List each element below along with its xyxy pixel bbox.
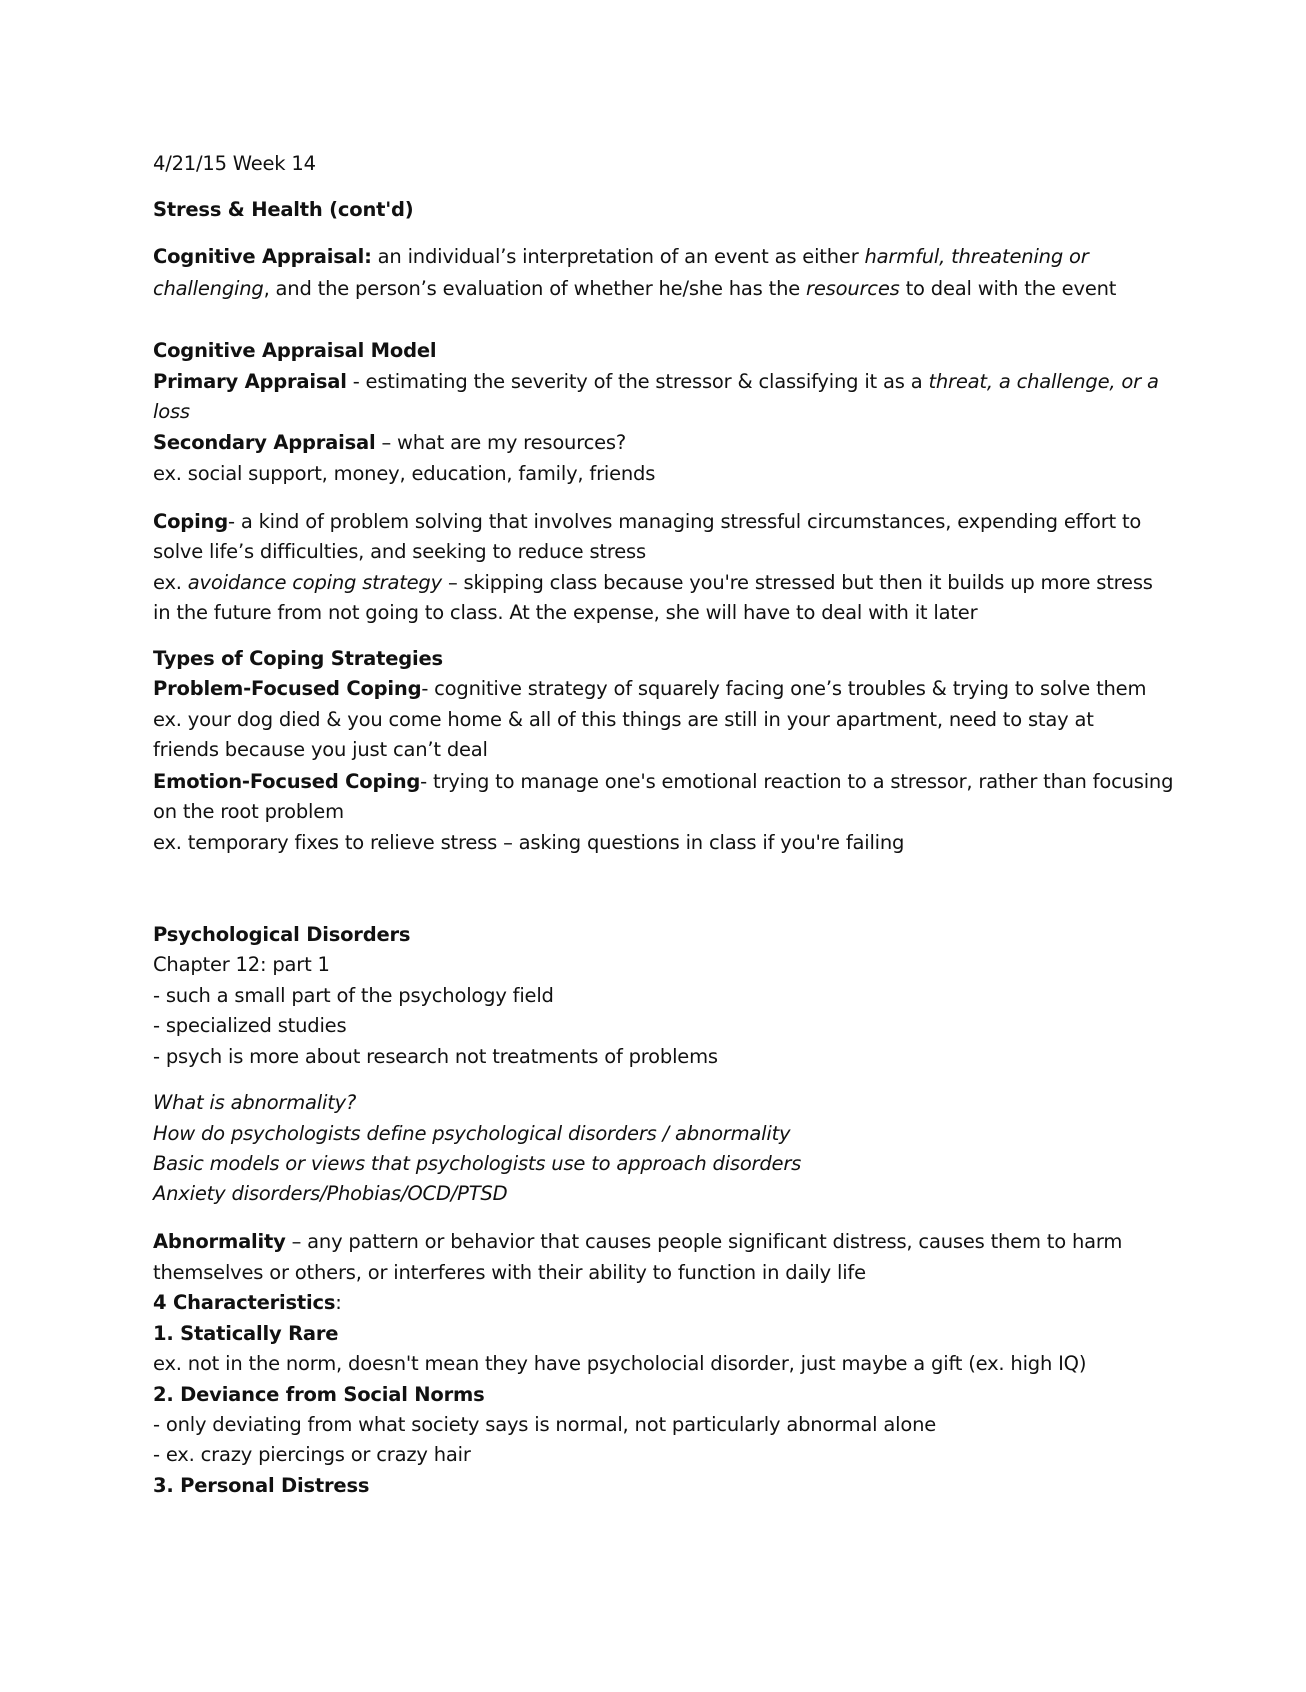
coping-line-3: ex. avoidance coping strategy – skipping class because you're stressed but then it builds up more stress xyxy=(153,571,1153,594)
emotion-focused-example: ex. temporary fixes to relieve stress – asking questions in class if you're failing xyxy=(153,831,905,854)
secondary-appraisal-line: Secondary Appraisal – what are my resources? xyxy=(153,431,627,454)
problem-focused-example-2: friends because you just can’t deal xyxy=(153,738,488,761)
bullet-item: - such a small part of the psychology field xyxy=(153,984,554,1007)
characteristic-2-bullet-2: - ex. crazy piercings or crazy hair xyxy=(153,1443,471,1466)
model-title: Cognitive Appraisal Model xyxy=(153,339,437,362)
characteristic-1: 1. Statically Rare xyxy=(153,1322,339,1345)
emotion-focused-line-2: on the root problem xyxy=(153,800,344,823)
coping-line-4: in the future from not going to class. At the expense, she will have to deal with it later xyxy=(153,601,978,624)
chapter-line: Chapter 12: part 1 xyxy=(153,953,330,976)
bullet-item: - psych is more about research not treatments of problems xyxy=(153,1045,718,1068)
emotion-focused-line: Emotion-Focused Coping- trying to manage one's emotional reaction to a stressor, rather than focusing xyxy=(153,770,1174,793)
abnormality-line-1: Abnormality – any pattern or behavior that causes people significant distress, causes them to harm xyxy=(153,1230,1123,1253)
characteristic-3: 3. Personal Distress xyxy=(153,1474,370,1497)
disorders-title: Psychological Disorders xyxy=(153,923,411,946)
coping-line-1: Coping- a kind of problem solving that involves managing stressful circumstances, expending effort to xyxy=(153,510,1142,533)
characteristic-2-bullet-1: - only deviating from what society says is normal, not particularly abnormal alone xyxy=(153,1413,937,1436)
question-item: How do psychologists define psychological disorders / abnormality xyxy=(153,1122,791,1145)
characteristic-2: 2. Deviance from Social Norms xyxy=(153,1383,485,1406)
abnormality-line-2: themselves or others, or interferes with their ability to function in daily life xyxy=(153,1261,866,1284)
problem-focused-line: Problem-Focused Coping- cognitive strategy of squarely facing one’s troubles & trying to solve them xyxy=(153,677,1147,700)
question-item: Anxiety disorders/Phobias/OCD/PTSD xyxy=(153,1182,508,1205)
cognitive-appraisal-line-1: Cognitive Appraisal: an individual’s interpretation of an event as either harmful, threatening or xyxy=(153,245,1089,268)
date-line: 4/21/15 Week 14 xyxy=(153,152,316,175)
problem-focused-example-1: ex. your dog died & you come home & all of this things are still in your apartment, need to stay at xyxy=(153,708,1094,731)
primary-appraisal-line-2: loss xyxy=(153,400,190,423)
question-item: What is abnormality? xyxy=(153,1091,357,1114)
question-item: Basic models or views that psychologists use to approach disorders xyxy=(153,1152,802,1175)
characteristics-heading: 4 Characteristics: xyxy=(153,1291,342,1314)
types-title: Types of Coping Strategies xyxy=(153,647,443,670)
bullet-item: - specialized studies xyxy=(153,1014,347,1037)
primary-appraisal-line-1: Primary Appraisal - estimating the severity of the stressor & classifying it as a threat, a challenge, or a xyxy=(153,370,1159,393)
characteristic-1-example: ex. not in the norm, doesn't mean they have psycholocial disorder, just maybe a gift (ex. high IQ) xyxy=(153,1352,1087,1375)
cognitive-appraisal-term: Cognitive Appraisal: xyxy=(153,245,372,268)
coping-line-2: solve life’s difficulties, and seeking to reduce stress xyxy=(153,540,646,563)
secondary-appraisal-example: ex. social support, money, education, family, friends xyxy=(153,462,656,485)
cognitive-appraisal-line-2: challenging, and the person’s evaluation of whether he/she has the resources to deal with the event xyxy=(153,277,1117,300)
section-title: Stress & Health (cont'd) xyxy=(153,198,414,221)
